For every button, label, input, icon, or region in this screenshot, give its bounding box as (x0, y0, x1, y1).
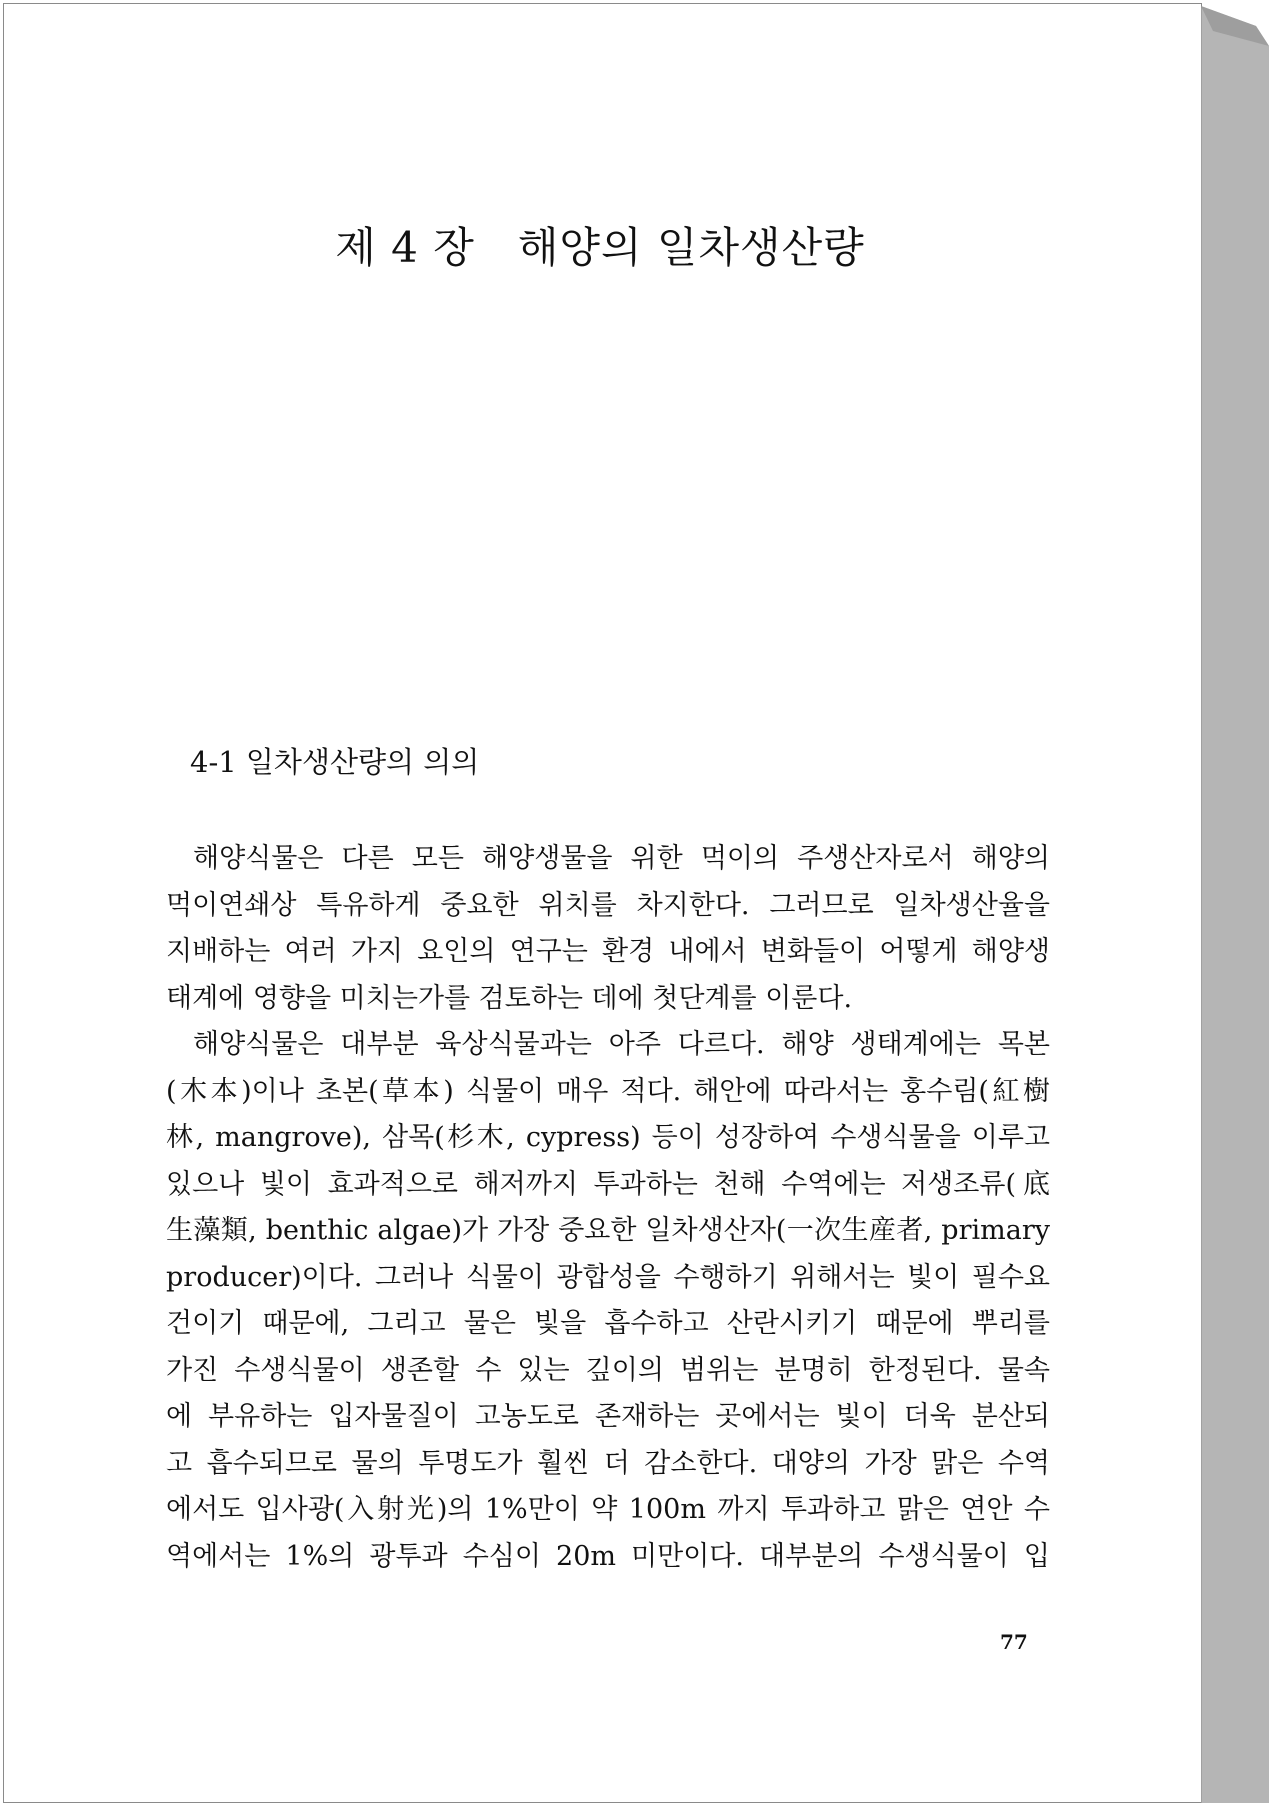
text-line: 건이기 때문에, 그리고 물은 빛을 흡수하고 산란시키기 때문에 뿌리를 (166, 1308, 1050, 1339)
text-line: 해양식물은 대부분 육상식물과는 아주 다르다. 해양 생태계에는 목본 (193, 1029, 1050, 1060)
text-line: 태계에 영향을 미치는가를 검토하는 데에 첫단계를 이룬다. (166, 982, 853, 1014)
text-line: 먹이연쇄상 특유하게 중요한 위치를 차지한다. 그러므로 일차생산율을 (166, 889, 1050, 921)
text-line: producer)이다. 그러나 식물이 광합성을 수행하기 위해서는 빛이 필수요 (166, 1261, 1050, 1293)
text-line: 生藻類, benthic algae)가 가장 중요한 일차생산자(一次生産者, primary (166, 1215, 1050, 1246)
text-line: (木本)이나 초본(草本) 식물이 매우 적다. 해안에 따라서는 홍수림(紅樹 (166, 1075, 1050, 1107)
section-heading: 4-1 일차생산량의 의의 (190, 745, 480, 779)
chapter-title: 제 4 장 해양의 일차생산량 (335, 223, 865, 272)
text-line: 에서도 입사광(入射光)의 1%만이 약 100m 까지 투과하고 맑은 연안 수 (166, 1494, 1050, 1525)
text-line: 있으나 빛이 효과적으로 해저까지 투과하는 천해 수역에는 저생조류(底 (166, 1168, 1050, 1200)
paragraph-1 (166, 836, 1050, 1022)
text-line: 林, mangrove), 삼목(杉木, cypress) 등이 성장하여 수생식물을 이루고 (166, 1122, 1050, 1153)
text-line: 에 부유하는 입자물질이 고농도로 존재하는 곳에서는 빛이 더욱 분산되 (166, 1401, 1050, 1432)
text-line: 지배하는 여러 가지 요인의 연구는 환경 내에서 변화들이 어떻게 해양생 (166, 936, 1050, 967)
text-line: 가진 수생식물이 생존할 수 있는 깊이의 범위는 분명히 한정된다. 물속 (166, 1354, 1050, 1386)
paragraph-2 (166, 1022, 1050, 1580)
page-number: 77 (1000, 1630, 1028, 1654)
text-line: 고 흡수되므로 물의 투명도가 훨씬 더 감소한다. 대양의 가장 맑은 수역 (166, 1447, 1050, 1479)
book-edge-shading (1201, 6, 1271, 1803)
text-line: 역에서는 1%의 광투과 수심이 20m 미만이다. 대부분의 수생식물이 입 (166, 1540, 1050, 1572)
body-text (166, 836, 1050, 1580)
text-line: 해양식물은 다른 모든 해양생물을 위한 먹이의 주생산자로서 해양의 (193, 843, 1050, 874)
